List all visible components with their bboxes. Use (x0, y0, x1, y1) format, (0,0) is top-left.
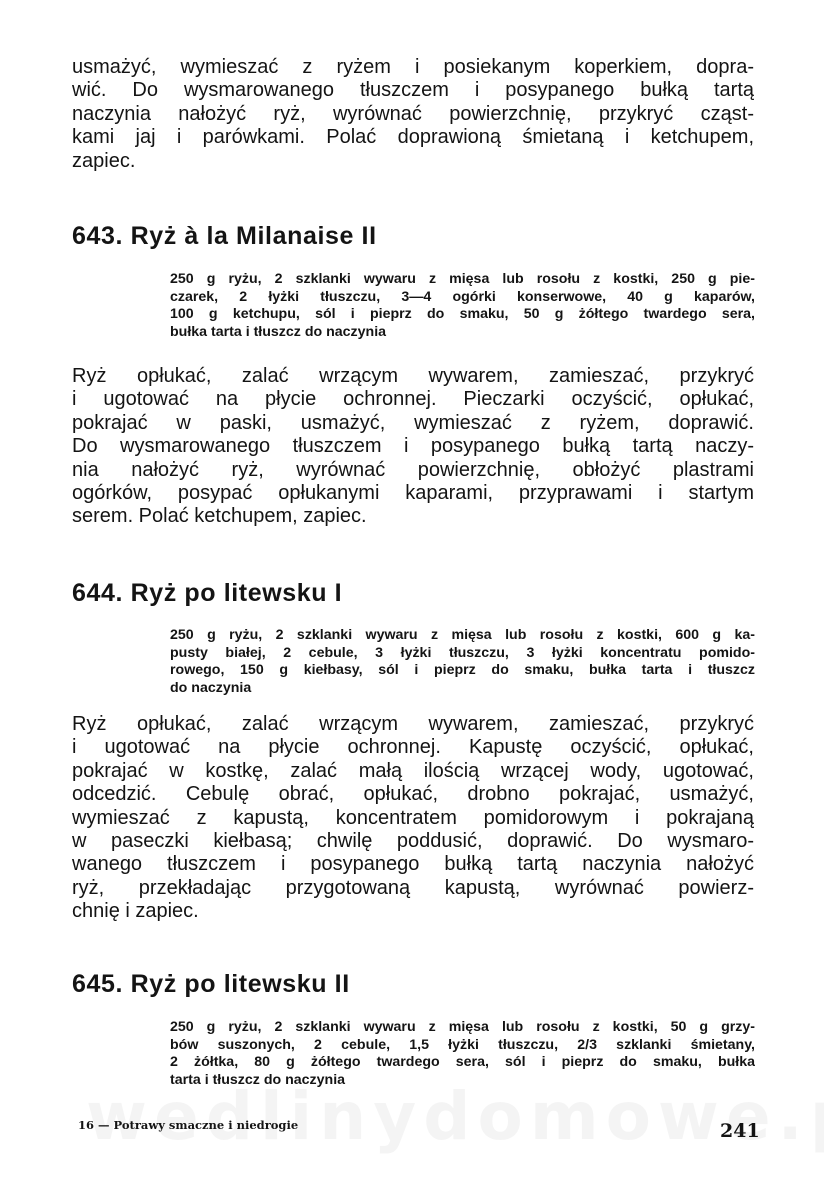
ingredients-line: 250 g ryżu, 2 szklanki wywaru z mięsa lub rosołu z kostki, 250 g pie- (170, 271, 755, 287)
text-line: chnię i zapiec. (72, 900, 199, 923)
ingredients-line: 100 g ketchupu, sól i pieprz do smaku, 50 g żółtego twardego sera, (170, 306, 755, 322)
text-line: nia nałożyć ryż, wyrównać powierzchnię, obłożyć plastrami (72, 458, 754, 481)
ingredients-line: czarek, 2 łyżki tłuszczu, 3—4 ogórki konserwowe, 40 g kaparów, (170, 288, 755, 305)
text-line: serem. Polać ketchupem, zapiec. (72, 505, 367, 528)
text-line: pokrajać w paski, usmażyć, wymieszać z ryżem, doprawić. (72, 411, 754, 434)
text-line: naczynia nałożyć ryż, wyrównać powierzchnię, przykryć cząst- (72, 102, 754, 125)
footer-note: 16 — Potrawy smaczne i niedrogie (78, 1118, 299, 1132)
text-line: ogórków, posypać opłukanymi kaparami, przyprawami i startym (72, 482, 754, 505)
text-line: Ryż opłukać, zalać wrzącym wywarem, zamieszać, przykryć (72, 713, 754, 735)
recipe-title: 645. Ryż po litewsku II (72, 970, 350, 998)
ingredients-line: bułka tarta i tłuszcz do naczynia (170, 323, 387, 340)
ingredients-line: pusty białej, 2 cebule, 3 łyżki tłuszczu, 3 łyżki koncentratu pomido- (170, 644, 755, 661)
ingredients-line: 250 g ryżu, 2 szklanki wywaru z mięsa lub rosołu z kostki, 600 g ka- (170, 627, 755, 643)
text-line: ryż, przekładając przygotowaną kapustą, wyrównać powierz- (72, 876, 754, 899)
ingredients-line: 2 żółtka, 80 g żółtego twardego sera, sól i pieprz do smaku, bułka (170, 1054, 755, 1070)
ingredients-list (170, 1019, 755, 1089)
text-line: w paseczki kiełbasą; chwilę poddusić, doprawić. Do wysmaro- (72, 830, 754, 853)
page-number: 241 (720, 1120, 760, 1142)
ingredients-line: 250 g ryżu, 2 szklanki wywaru z mięsa lub rosołu z kostki, 50 g grzy- (170, 1019, 755, 1035)
text-line: Ryż opłukać, zalać wrzącym wywarem, zamieszać, przykryć (72, 365, 754, 387)
text-line: i ugotować na płycie ochronnej. Kapustę oczyścić, opłukać, (72, 736, 754, 759)
instructions-paragraph (72, 713, 754, 924)
ingredients-line: bów suszonych, 2 cebule, 1,5 łyżki tłuszczu, 2/3 szklanki śmietany, (170, 1036, 755, 1053)
ingredients-line: do naczynia (170, 679, 252, 696)
watermark (86, 1078, 824, 1155)
recipe-title: 644. Ryż po litewsku I (72, 579, 343, 607)
text-line: Do wysmarowanego tłuszczem i posypanego bułką tartą naczy- (72, 435, 754, 458)
instructions-paragraph (72, 365, 754, 529)
intro-paragraph (72, 56, 754, 173)
text-line: wanego tłuszczem i posypanego bułką tartą naczynia nałożyć (72, 853, 754, 876)
recipe-title: 643. Ryż à la Milanaise II (72, 222, 377, 250)
text-line: i ugotować na płycie ochronnej. Pieczarki oczyścić, opłukać, (72, 388, 754, 411)
text-line: zapiec. (72, 149, 136, 172)
text-line: kami jaj i parówkami. Polać doprawioną śmietaną i ketchupem, (72, 126, 754, 149)
text-line: pokrajać w kostkę, zalać małą ilością wrzącej wody, ugotować, (72, 759, 754, 782)
text-line: odcedzić. Cebulę obrać, opłukać, drobno pokrajać, usmażyć, (72, 783, 754, 806)
ingredients-line: tarta i tłuszcz do naczynia (170, 1071, 346, 1088)
ingredients-line: rowego, 150 g kiełbasy, sól i pieprz do smaku, bułka tarta i tłuszcz (170, 662, 755, 678)
text-line: wić. Do wysmarowanego tłuszczem i posypanego bułką tartą (72, 79, 754, 102)
ingredients-list (170, 271, 755, 341)
text-line: wymieszać z kapustą, koncentratem pomidorowym i pokrajaną (72, 806, 754, 829)
ingredients-list (170, 627, 755, 697)
text-line: usmażyć, wymieszać z ryżem i posiekanym koperkiem, dopra- (72, 56, 754, 78)
